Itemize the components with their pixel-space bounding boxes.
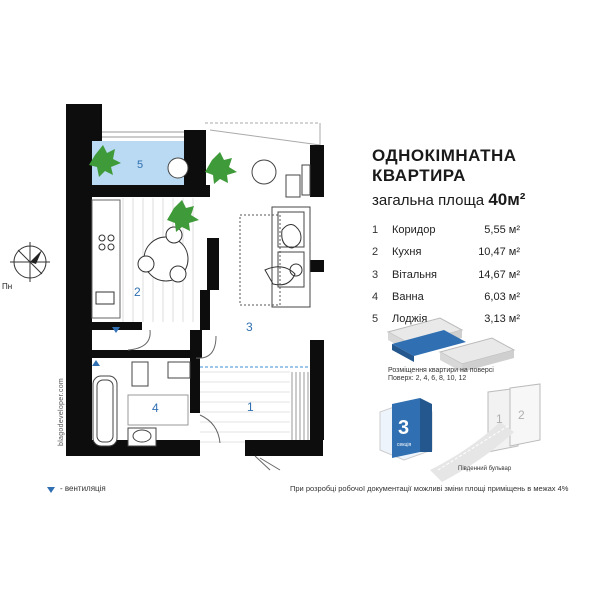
shaft-hatch [292, 372, 308, 440]
floor-placement-caption [388, 367, 494, 383]
website-text: blagodeveloper.com [58, 377, 65, 446]
list-item [372, 241, 520, 263]
building-1-label: 1 [496, 412, 503, 426]
section-number: 3 [398, 417, 410, 439]
room-name: Вітальня [392, 268, 437, 281]
ventilation-legend-text: - вентиляція [60, 484, 106, 493]
plant-icon [205, 152, 237, 184]
disclaimer-text: При розробці робочої документації можливі зміни площі приміщень в межах 4% [290, 484, 569, 493]
floor-placement-line-1: Розміщення квартири на поверсі [388, 367, 494, 374]
room-area: 3,13 м² [484, 313, 520, 326]
room-label-5: 5 [137, 159, 144, 171]
room-list [372, 219, 520, 330]
section-word: секція [397, 442, 412, 448]
room-label-4: 4 [152, 401, 159, 415]
corridor-floor [200, 372, 290, 442]
room-label-1: 1 [247, 400, 254, 414]
title-line-2: КВАРТИРА [372, 166, 466, 185]
kitchen-worktop [92, 200, 120, 318]
ventilation-marker [92, 360, 100, 366]
room-number: 4 [372, 291, 379, 304]
list-item [372, 286, 520, 308]
room-label-2: 2 [134, 285, 141, 299]
room-number: 1 [372, 224, 379, 237]
room-name: Кухня [392, 246, 422, 259]
total-area [372, 190, 525, 210]
list-item [372, 219, 520, 241]
loggia-chair [168, 158, 188, 178]
terrace-line [210, 130, 320, 145]
list-item [372, 308, 520, 330]
room-number: 5 [372, 313, 379, 326]
street-label: Південний бульвар [458, 466, 512, 472]
bathroom-fixtures [93, 362, 190, 446]
room-area: 5,55 м² [484, 224, 520, 237]
compass-label: Пн [2, 282, 13, 291]
building-2-label: 2 [518, 408, 525, 422]
room-number: 3 [372, 268, 379, 281]
total-area-label: загальна площа [372, 192, 485, 209]
room-name: Лоджія [392, 313, 428, 326]
boulevard-road [430, 422, 514, 482]
living-furniture [240, 160, 310, 307]
room-name: Ванна [392, 291, 424, 304]
title-line-1: ОДНОКІМНАТНА [372, 146, 517, 165]
room-area: 6,03 м² [484, 291, 520, 304]
floor-placement-line-2: Поверх: 2, 4, 6, 8, 10, 12 [388, 375, 467, 382]
room-area: 14,67 м² [478, 268, 520, 281]
building-2 [510, 384, 540, 446]
room-area: 10,47 м² [478, 246, 520, 259]
compass-icon [10, 242, 50, 282]
room-label-3: 3 [246, 320, 253, 334]
room-number: 2 [372, 246, 379, 259]
room-name: Коридор [392, 224, 436, 237]
ventilation-legend-icon [47, 487, 55, 493]
list-item [372, 264, 520, 286]
total-area-value: 40м² [488, 190, 526, 209]
